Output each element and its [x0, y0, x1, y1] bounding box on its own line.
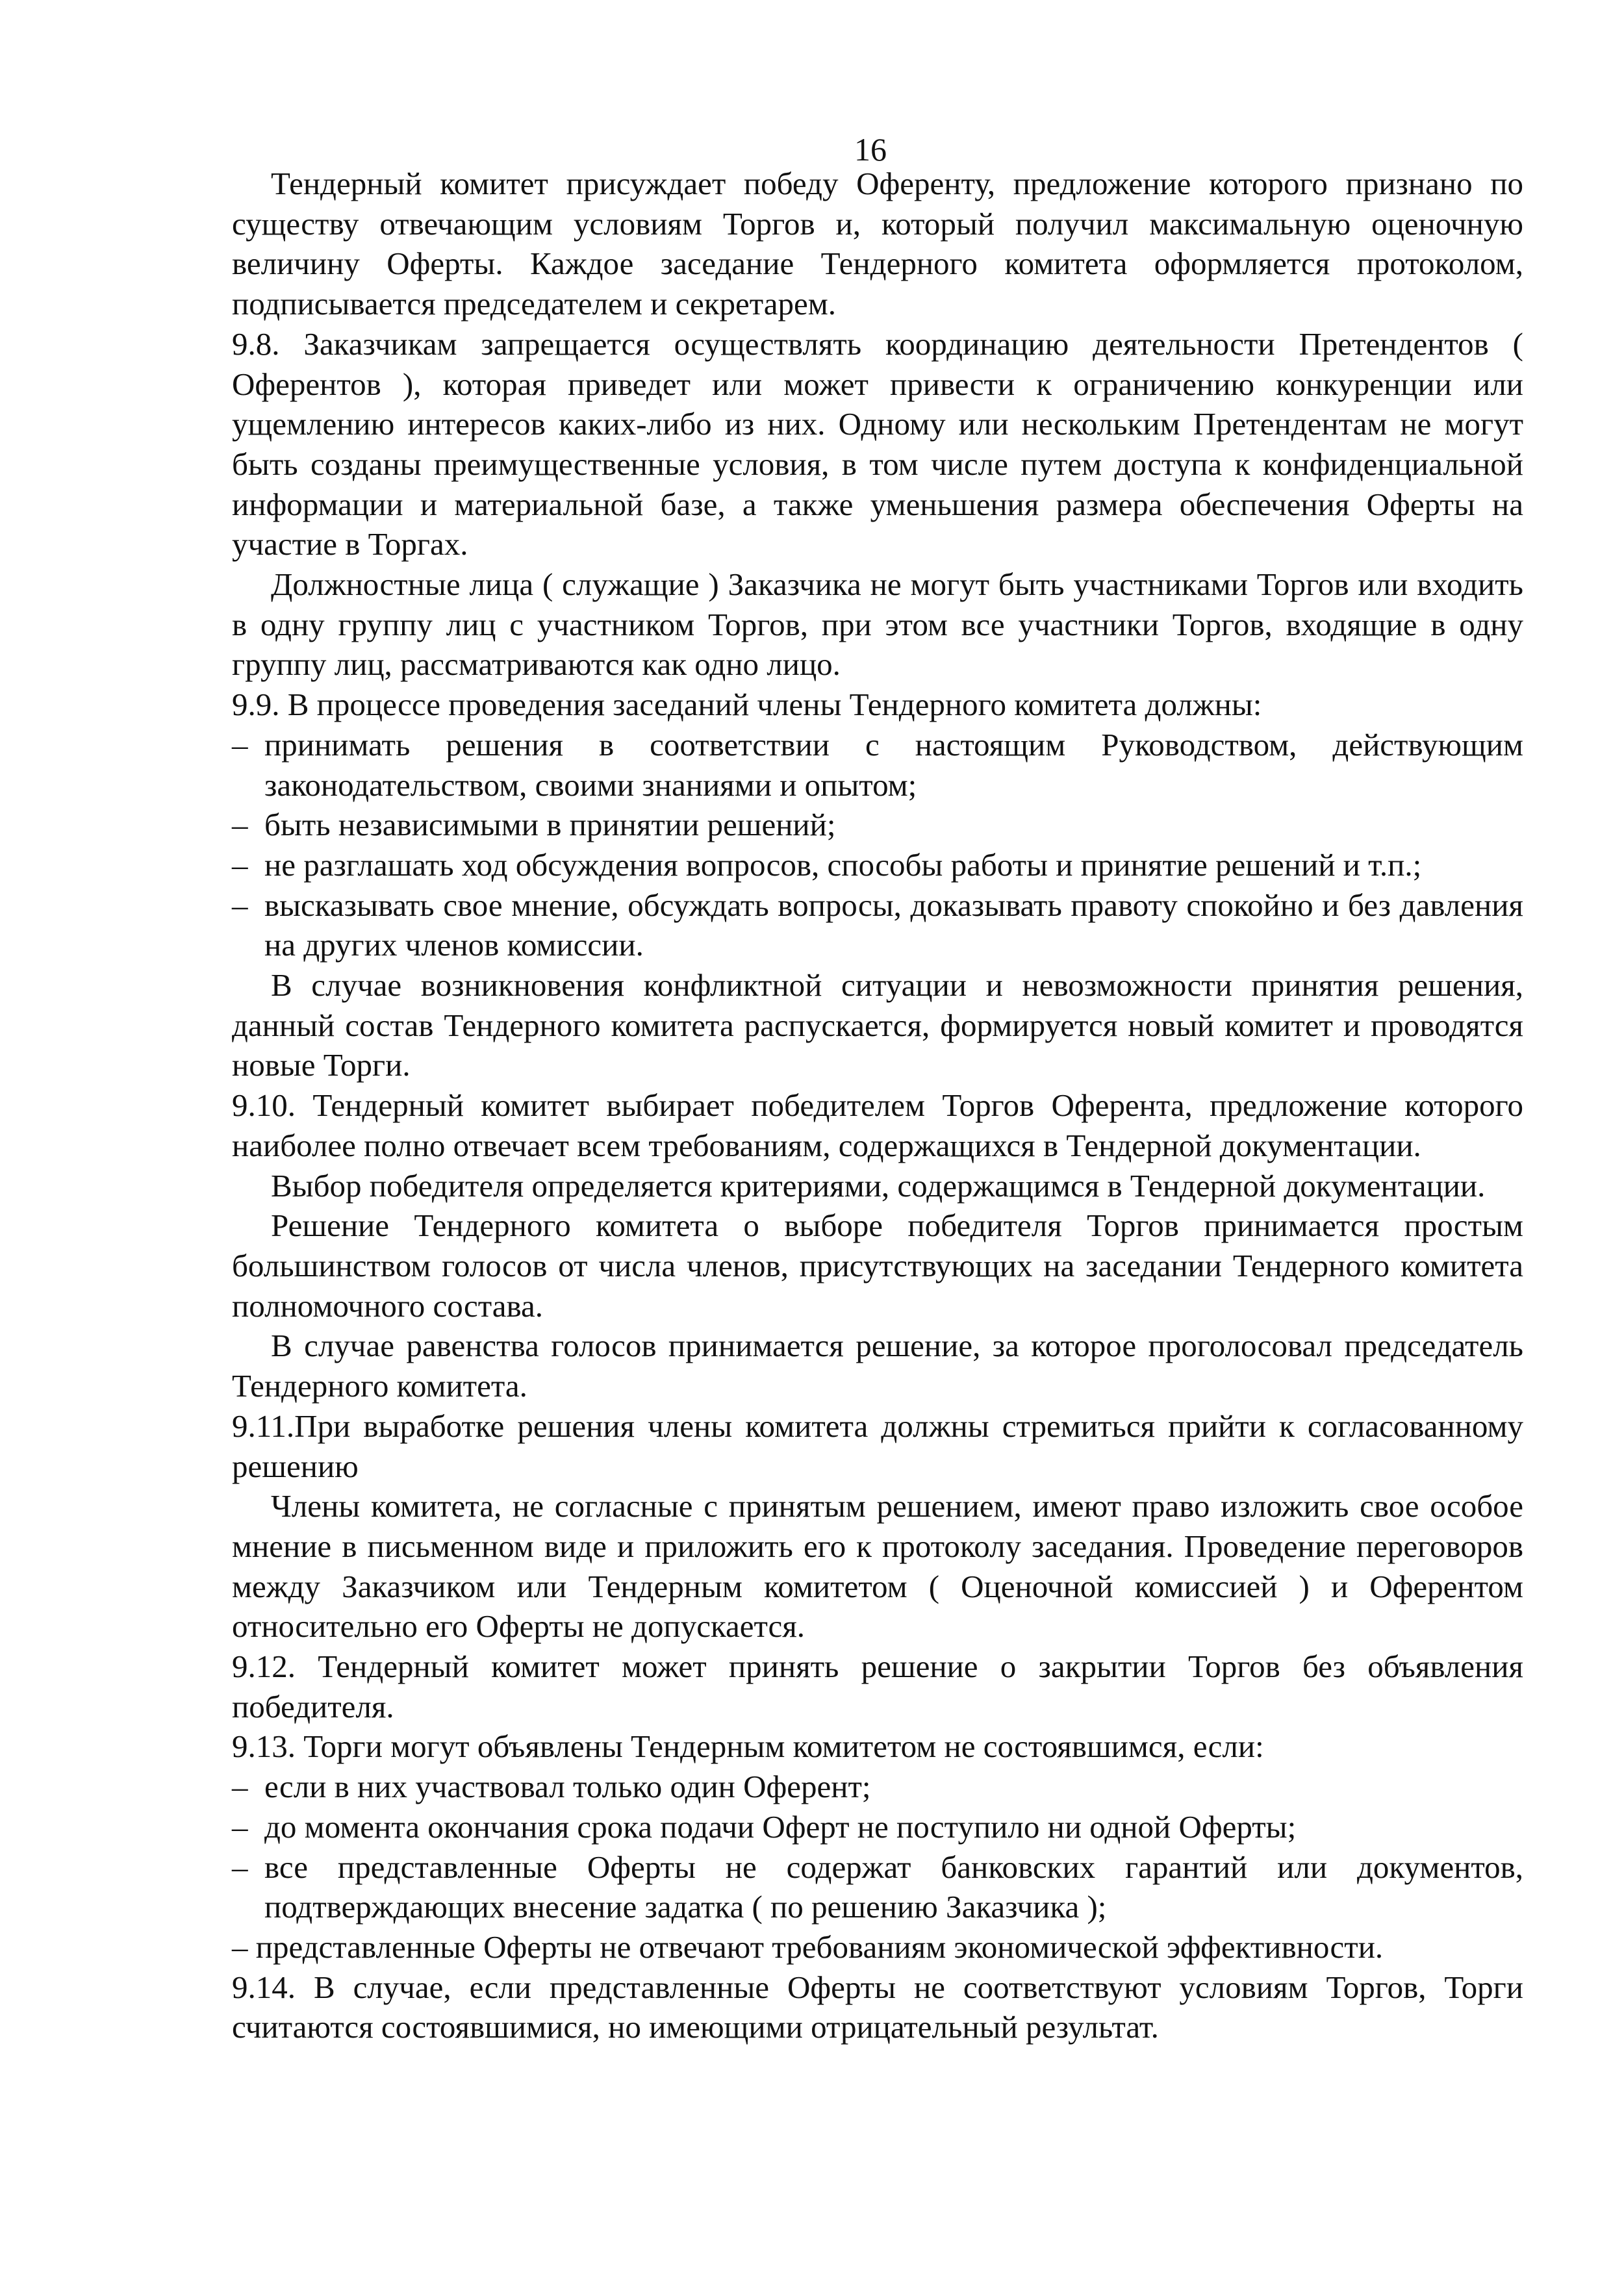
dash-bullet: –: [232, 1849, 248, 1885]
paragraph-victory-award: Тендерный комитет присуждает победу Оференту, предложение которого признано по существу отвечающим условиям Торгов и, который получил максимальную оценочную величину Оферты. Каждое заседание Тендерного комитета оформляется протоколом, подписывается председателем и секретарем.: [232, 166, 1523, 322]
paragraph-officials: Должностные лица ( служащие ) Заказчика не могут быть участниками Торгов или входить в одну группу лиц с участником Торгов, при этом все участники Торгов, входящие в одну группу лиц, рассматриваются как одно лицо.: [232, 566, 1523, 683]
list-item-text: до момента окончания срока подачи Оферт не поступило ни одной Оферты;: [264, 1808, 1297, 1845]
list-item: [232, 1847, 1523, 1927]
list-item: [232, 1807, 1523, 1847]
paragraph-conflict: В случае возникновения конфликтной ситуации и невозможности принятия решения, данный состав Тендерного комитета распускается, формируется новый комитет и проводятся новые Торги.: [232, 967, 1523, 1083]
dash-bullet: –: [232, 1769, 248, 1805]
paragraph-9-13: 9.13. Торги могут объявлены Тендерным комитетом не состоявшимся, если:: [232, 1728, 1264, 1765]
list-item-text: быть независимыми в принятии решений;: [264, 807, 836, 843]
dash-bullet: –: [232, 1928, 256, 1965]
paragraph-tie-vote: В случае равенства голосов принимается решение, за которое проголосовал председатель Тендерного комитета.: [232, 1328, 1523, 1404]
paragraph-9-14: 9.14. В случае, если представленные Оферты не соответствуют условиям Торгов, Торги считаются состоявшимися, но имеющими отрицательный результат.: [232, 1969, 1523, 2045]
list-item: [232, 725, 1523, 805]
dash-bullet: –: [232, 1808, 248, 1845]
page-number: 16: [854, 131, 887, 168]
paragraph-9-10: 9.10. Тендерный комитет выбирает победителем Торгов Оферента, предложение которого наиболее полно отвечает всем требованиям, содержащихся в Тендерной документации.: [232, 1087, 1523, 1163]
list-item: [232, 805, 1523, 845]
list-item-text: высказывать свое мнение, обсуждать вопросы, доказывать правоту спокойно и без давления на других членов комиссии.: [264, 887, 1523, 963]
document-body: [232, 164, 1523, 2047]
list-item-text: принимать решения в соответствии с настоящим Руководством, действующим законодательством, своими знаниями и опытом;: [264, 726, 1523, 803]
paragraph-9-12: 9.12. Тендерный комитет может принять решение о закрытии Торгов без объявления победителя.: [232, 1649, 1523, 1725]
paragraph-criteria: Выбор победителя определяется критериями, содержащимся в Тендерной документации.: [271, 1167, 1486, 1204]
list-item-text: представленные Оферты не отвечают требованиям экономической эффективности.: [255, 1928, 1384, 1965]
list-item: [232, 1927, 1523, 1967]
paragraph-majority: Решение Тендерного комитета о выборе победителя Торгов принимается простым большинством голосов от числа членов, присутствующих на заседании Тендерного комитета полномочного состава.: [232, 1207, 1523, 1324]
list-item: [232, 1767, 1523, 1807]
paragraph-9-11: 9.11.При выработке решения члены комитета должны стремиться прийти к согласованному решению: [232, 1408, 1523, 1484]
dash-bullet: –: [232, 846, 248, 883]
list-item-text: не разглашать ход обсуждения вопросов, способы работы и принятие решений и т.п.;: [264, 846, 1422, 883]
list-item: [232, 845, 1523, 885]
list-item: [232, 885, 1523, 965]
paragraph-dissent: Члены комитета, не согласные с принятым решением, имеют право изложить свое особое мнение в письменном виде и приложить его к протоколу заседания. Проведение переговоров между Заказчиком или Тендерным комитетом ( Оценочной комиссией ) и Оферентом относительно его Оферты не допускается.: [232, 1488, 1523, 1645]
dash-bullet: –: [232, 726, 248, 763]
paragraph-9-9: 9.9. В процессе проведения заседаний члены Тендерного комитета должны:: [232, 687, 1262, 723]
dash-bullet: –: [232, 807, 248, 843]
list-item-text: если в них участвовал только один Оферент;: [264, 1769, 871, 1805]
dash-bullet: –: [232, 887, 248, 923]
list-item-text: все представленные Оферты не содержат банковских гарантий или документов, подтверждающих внесение задатка ( по решению Заказчика );: [264, 1849, 1523, 1925]
paragraph-9-8: 9.8. Заказчикам запрещается осуществлять координацию деятельности Претендентов ( Оферентов ), которая приведет или может привести к ограничению конкуренции или ущемлению интересов каких-либо из них. Одному или нескольким Претендентам не могут быть созданы преимущественные условия, в том числе путем доступа к конфиденциальной информации и материальной базе, а также уменьшения размера обеспечения Оферты на участие в Торгах.: [232, 325, 1523, 562]
